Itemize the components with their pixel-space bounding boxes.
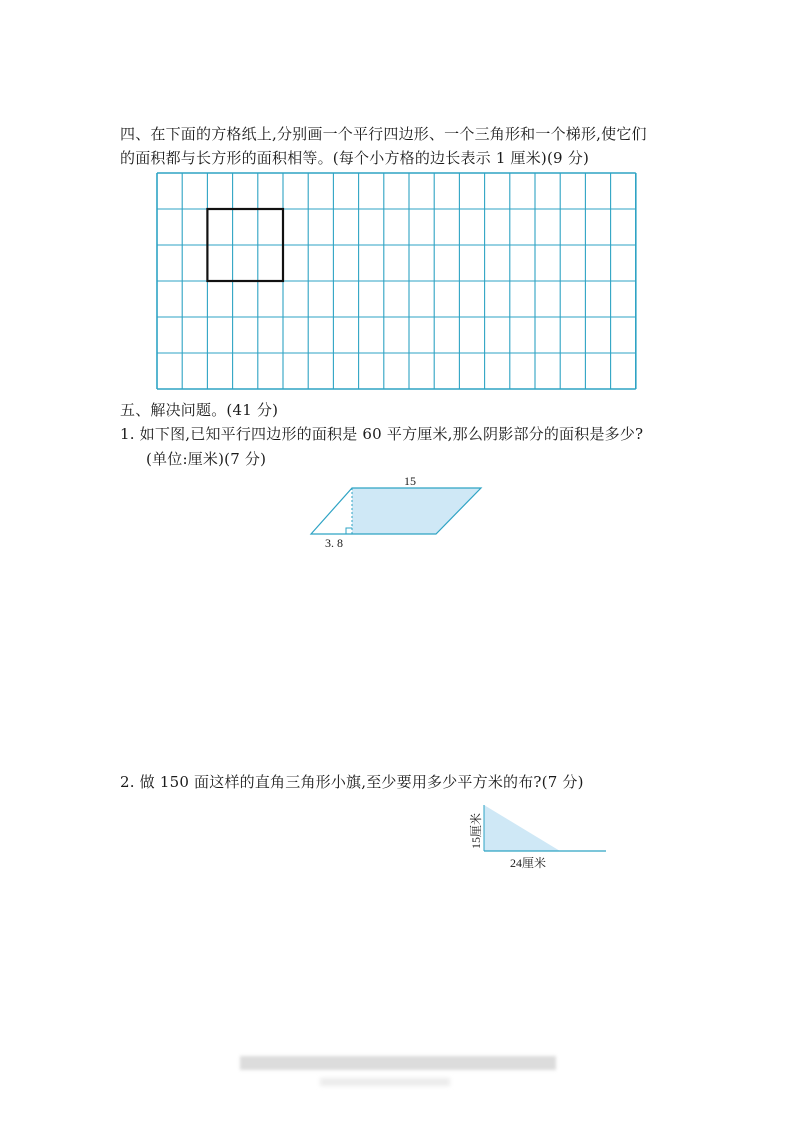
section4-heading-line1: 四、在下面的方格纸上,分别画一个平行四边形、一个三角形和一个梯形,使它们 [120, 125, 647, 143]
triangle-flag-figure [460, 795, 620, 880]
height-label: 15厘米 [469, 812, 483, 849]
bottom-segment-label: 3. 8 [325, 536, 343, 550]
section5-heading: 五、解决问题。(41 分) [120, 401, 279, 419]
section4-heading-line2: 的面积都与长方形的面积相等。(每个小方格的边长表示 1 厘米)(9 分) [120, 149, 590, 167]
graph-paper-grid[interactable] [156, 172, 638, 396]
top-side-label: 15 [404, 474, 416, 488]
question1-line1: 1. 如下图,已知平行四边形的面积是 60 平方厘米,那么阴影部分的面积是多少? [120, 425, 644, 443]
footer-watermark [240, 1056, 556, 1070]
footer-watermark-sub [320, 1078, 450, 1086]
shaded-region [352, 488, 481, 534]
right-angle-mark [346, 528, 352, 534]
question1-line2: (单位:厘米)(7 分) [146, 450, 267, 468]
graph-paper-svg [156, 172, 638, 392]
parallelogram-figure [300, 470, 500, 555]
triangle-flag [484, 805, 560, 851]
question2-line: 2. 做 150 面这样的直角三角形小旗,至少要用多少平方米的布?(7 分) [120, 773, 584, 791]
base-label: 24厘米 [509, 856, 547, 870]
